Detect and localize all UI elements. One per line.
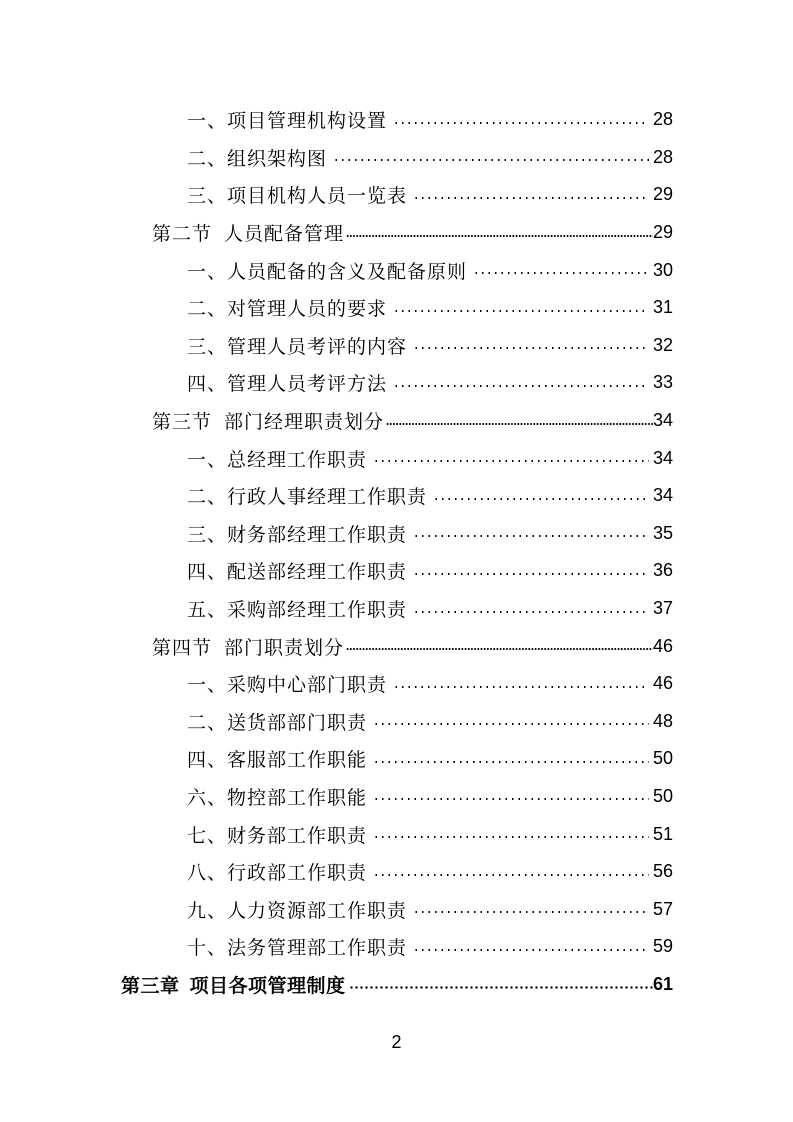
section-number: 第四节: [152, 636, 213, 659]
dot-leader: [346, 235, 653, 237]
dot-leader: [473, 272, 649, 274]
toc-entry-section[interactable]: [152, 402, 673, 440]
toc-entry-title-text: 项目各项管理制度: [189, 974, 346, 997]
dot-leader: [346, 648, 653, 650]
toc-entry-title: 四、配送部经理工作职责: [187, 561, 408, 584]
toc-entry-item[interactable]: [187, 815, 673, 853]
toc-entry-page: 28: [652, 109, 673, 130]
toc-entry-section[interactable]: [152, 627, 673, 665]
dot-leader: [413, 535, 649, 537]
toc-entry-page: 48: [652, 710, 673, 731]
dot-leader: [413, 197, 649, 199]
section-number: 第二节: [152, 223, 213, 246]
toc-entry-title: 一、人员配备的含义及配备原则: [187, 260, 468, 283]
toc-entry-item[interactable]: [187, 703, 673, 741]
toc-entry-item[interactable]: [187, 477, 673, 515]
dot-leader: [413, 911, 649, 913]
dot-leader: [373, 874, 649, 876]
toc-entry-title: 三、管理人员考评的内容: [187, 335, 408, 358]
toc-entry-page: 32: [652, 334, 673, 355]
toc-entry-title: 六、物控部工作职能: [187, 786, 368, 809]
toc-entry-page: 33: [652, 372, 673, 393]
toc-entry-title: 三、项目机构人员一览表: [187, 185, 408, 208]
dot-leader: [413, 949, 649, 951]
toc-entry-title: 一、项目管理机构设置: [187, 110, 388, 133]
toc-entry-title: 七、财务部工作职责: [187, 824, 368, 847]
dot-leader: [413, 347, 649, 349]
table-of-contents: [0, 101, 793, 1003]
toc-entry-title: [121, 971, 346, 998]
toc-entry-item[interactable]: [187, 890, 673, 928]
toc-entry-title: 八、行政部工作职责: [187, 862, 368, 885]
toc-entry-section[interactable]: [152, 214, 673, 252]
toc-entry-title: 一、总经理工作职责: [187, 448, 368, 471]
toc-entry-title: 二、送货部部门职责: [187, 711, 368, 734]
toc-entry-item[interactable]: [187, 853, 673, 891]
toc-entry-title: 十、法务管理部工作职责: [187, 937, 408, 960]
toc-entry-title: 二、对管理人员的要求: [187, 298, 388, 321]
toc-entry-page: 34: [652, 410, 673, 431]
dot-leader: [413, 573, 649, 575]
toc-entry-title: [152, 407, 384, 434]
toc-entry-item[interactable]: [187, 139, 673, 177]
toc-entry-item[interactable]: [187, 101, 673, 139]
toc-entry-page: 46: [652, 635, 673, 656]
toc-entry-title: [152, 219, 344, 246]
toc-entry-page: 28: [652, 146, 673, 167]
dot-leader: [393, 385, 649, 387]
toc-entry-title: 四、管理人员考评方法: [187, 373, 388, 396]
toc-entry-page: 35: [652, 522, 673, 543]
toc-entry-page: 29: [652, 222, 673, 243]
toc-entry-page: 34: [652, 485, 673, 506]
toc-entry-item[interactable]: [187, 439, 673, 477]
toc-entry-title: 一、采购中心部门职责: [187, 674, 388, 697]
dot-leader: [349, 986, 653, 989]
dot-leader: [393, 686, 649, 688]
toc-entry-title-text: 部门经理职责划分: [224, 411, 385, 434]
toc-entry-item[interactable]: [187, 552, 673, 590]
toc-entry-page: 61: [652, 973, 673, 994]
toc-entry-title: [152, 633, 344, 660]
toc-entry-page: 29: [652, 184, 673, 205]
toc-entry-page: 31: [652, 297, 673, 318]
toc-entry-item[interactable]: [187, 665, 673, 703]
dot-leader: [393, 310, 649, 312]
toc-entry-title: 二、组织架构图: [187, 147, 328, 170]
toc-entry-page: 51: [652, 823, 673, 844]
toc-entry-page: 34: [652, 447, 673, 468]
toc-entry-title: 九、人力资源部工作职责: [187, 899, 408, 922]
section-number: 第三节: [152, 411, 213, 434]
dot-leader: [386, 423, 653, 425]
toc-entry-item[interactable]: [187, 327, 673, 365]
toc-entry-item[interactable]: [187, 289, 673, 327]
toc-entry-chapter[interactable]: [121, 966, 673, 1004]
toc-entry-item[interactable]: [187, 928, 673, 966]
toc-entry-page: 50: [652, 748, 673, 769]
toc-entry-title: 三、财务部经理工作职责: [187, 523, 408, 546]
chapter-number: 第三章: [121, 974, 180, 997]
dot-leader: [373, 798, 649, 800]
toc-entry-item[interactable]: [187, 251, 673, 289]
toc-entry-page: 59: [652, 936, 673, 957]
toc-entry-title-text: 人员配备管理: [224, 223, 345, 246]
toc-entry-title: 四、客服部工作职能: [187, 749, 368, 772]
toc-entry-page: 37: [652, 598, 673, 619]
toc-entry-page: 50: [652, 785, 673, 806]
dot-leader: [393, 122, 649, 124]
toc-entry-page: 36: [652, 560, 673, 581]
dot-leader: [373, 723, 649, 725]
toc-entry-item[interactable]: [187, 740, 673, 778]
dot-leader: [373, 460, 649, 462]
dot-leader: [413, 611, 649, 613]
toc-entry-page: 57: [652, 898, 673, 919]
dot-leader: [433, 498, 649, 500]
toc-entry-title: 二、行政人事经理工作职责: [187, 486, 428, 509]
toc-entry-item[interactable]: [187, 176, 673, 214]
toc-entry-item[interactable]: [187, 590, 673, 628]
dot-leader: [333, 159, 649, 161]
toc-entry-page: 30: [652, 259, 673, 280]
toc-entry-item[interactable]: [187, 364, 673, 402]
dot-leader: [373, 836, 649, 838]
toc-entry-item[interactable]: [187, 778, 673, 816]
page-number: 2: [391, 1032, 402, 1052]
toc-entry-page: 56: [652, 861, 673, 882]
toc-entry-title-text: 部门职责划分: [224, 636, 345, 659]
toc-entry-page: 46: [652, 673, 673, 694]
dot-leader: [373, 761, 649, 763]
toc-entry-title: 五、采购部经理工作职责: [187, 599, 408, 622]
toc-entry-item[interactable]: [187, 515, 673, 553]
